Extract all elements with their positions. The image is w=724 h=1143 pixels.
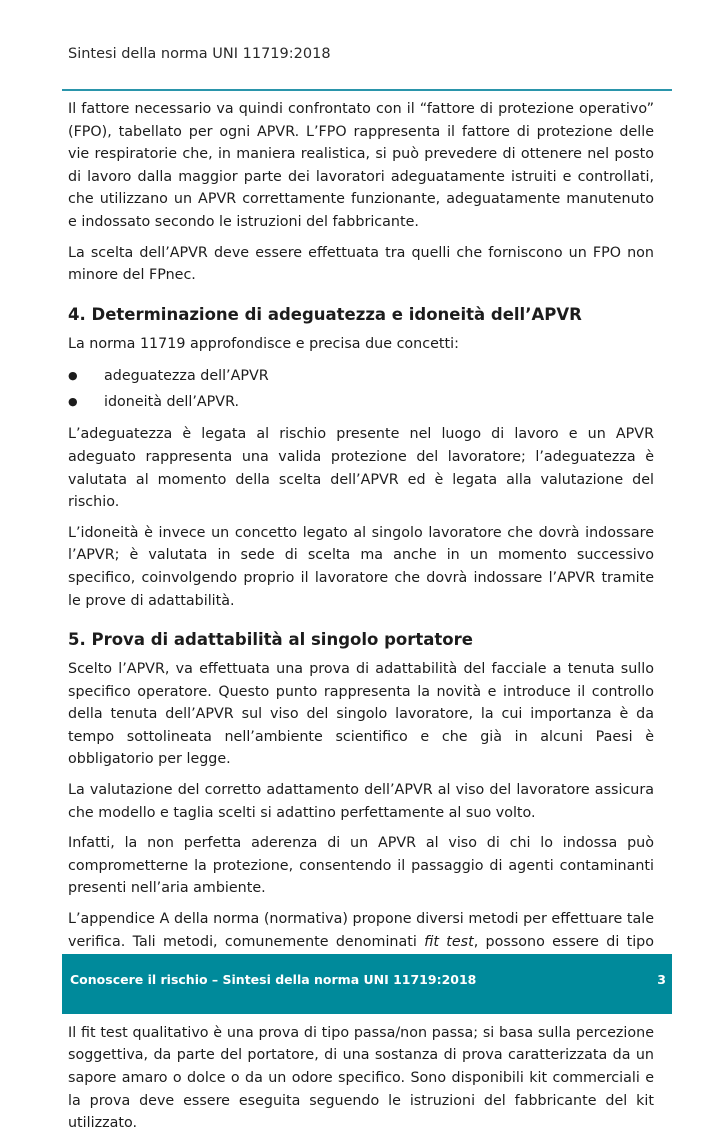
header-title: Sintesi della norma UNI 11719:2018 (68, 46, 331, 62)
concepts-list (68, 363, 654, 415)
list-item-text: idoneità dell’APVR. (104, 394, 240, 411)
paragraph-fpo: Il fattore necessario va quindi confrontato con il “fattore di protezione operativo” (FPO), tabellato per ogni APVR. L’FPO rappresenta il fattore di protezione delle vie respiratorie che, in maniera realistica, si può prevedere di ottenere nel posto di lavoro dalla maggior parte dei lavoratori adeguatamente istruiti e controllati, che utilizzano un APVR correttamente funzionante, adeguatamente manutenuto e indossato secondo le istruzioni del fabbricante. (68, 101, 654, 230)
fit-test-term: fit test (424, 933, 474, 950)
paragraph-adeguatezza: L’adeguatezza è legata al rischio presente nel luogo di lavoro e un APVR adeguato rappresenta una valida protezione del lavoratore; l’adeguatezza è valutata al momento della scelta dell’APVR ed è legata alla valutazione del rischio. (68, 426, 654, 511)
section-5-heading: 5. Prova di adattabilità al singolo portatore (68, 630, 473, 650)
paragraph-idoneita: L’idoneità è invece un concetto legato al singolo lavoratore che dovrà indossare l’APVR; è valutata in sede di scelta ma anche in un momento successivo specifico, coinvolgendo proprio il lavoratore che dovrà indossare l’APVR tramite le prove di adattabilità. (68, 524, 654, 609)
list-item (68, 363, 654, 389)
paragraph-valutazione: La valutazione del corretto adattamento dell’APVR al viso del lavoratore assicura che modello e taglia scelti si adattino perfettamente al suo volto. (68, 782, 654, 821)
bullet-icon: ● (68, 395, 78, 409)
paragraph-prova-adattabilita: Scelto l’APVR, va effettuata una prova di adattabilità del facciale a tenuta sullo specifico operatore. Questo punto rappresenta la novità e introduce il controllo della tenuta dell’APVR sul viso del singolo lavoratore, la cui importanza è da tempo sottolineata nell’ambiente scientifico e che già in alcuni Paesi è obbligatorio per legge. (68, 661, 654, 768)
paragraph-fit-test-qualitativo: Il fit test qualitativo è una prova di tipo passa/non passa; si basa sulla percezione soggettiva, da parte del portatore, di una sostanza di prova caratterizzata da un sapore amaro o dolce o da un odore specifico. Sono disponibili kit commerciali e la prova deve essere eseguita seguendo le istruzioni del fabbricante del kit utilizzato. (68, 1024, 654, 1132)
header-divider (62, 89, 672, 91)
page-number: 3 (657, 972, 666, 987)
appendice-text-end: , possono essere di tipo (473, 933, 654, 950)
page-footer (62, 954, 672, 1014)
list-item (68, 389, 654, 415)
section-4-intro: La norma 11719 approfondisce e precisa due concetti: (68, 335, 459, 352)
footer-title: Conoscere il rischio – Sintesi della norma UNI 11719:2018 (70, 972, 477, 987)
list-item-text: adeguatezza dell’APVR (104, 368, 269, 385)
bullet-icon: ● (68, 369, 78, 383)
appendice-text-start: L’appendice A della norma (normativa) propone diversi metodi per effettuare tale verifica. Tali metodi, comunemente denominati (68, 911, 654, 950)
section-4-heading: 4. Determinazione di adeguatezza e idoneità dell’APVR (68, 304, 582, 324)
paragraph-scelta-apvr: La scelta dell’APVR deve essere effettuata tra quelli che forniscono un FPO non minore del FPnec. (68, 244, 654, 284)
paragraph-aderenza: Infatti, la non perfetta aderenza di un APVR al viso di chi lo indossa può comprometterne la protezione, consentendo il passaggio di agenti contaminanti presenti nell’aria ambiente. (68, 835, 654, 897)
